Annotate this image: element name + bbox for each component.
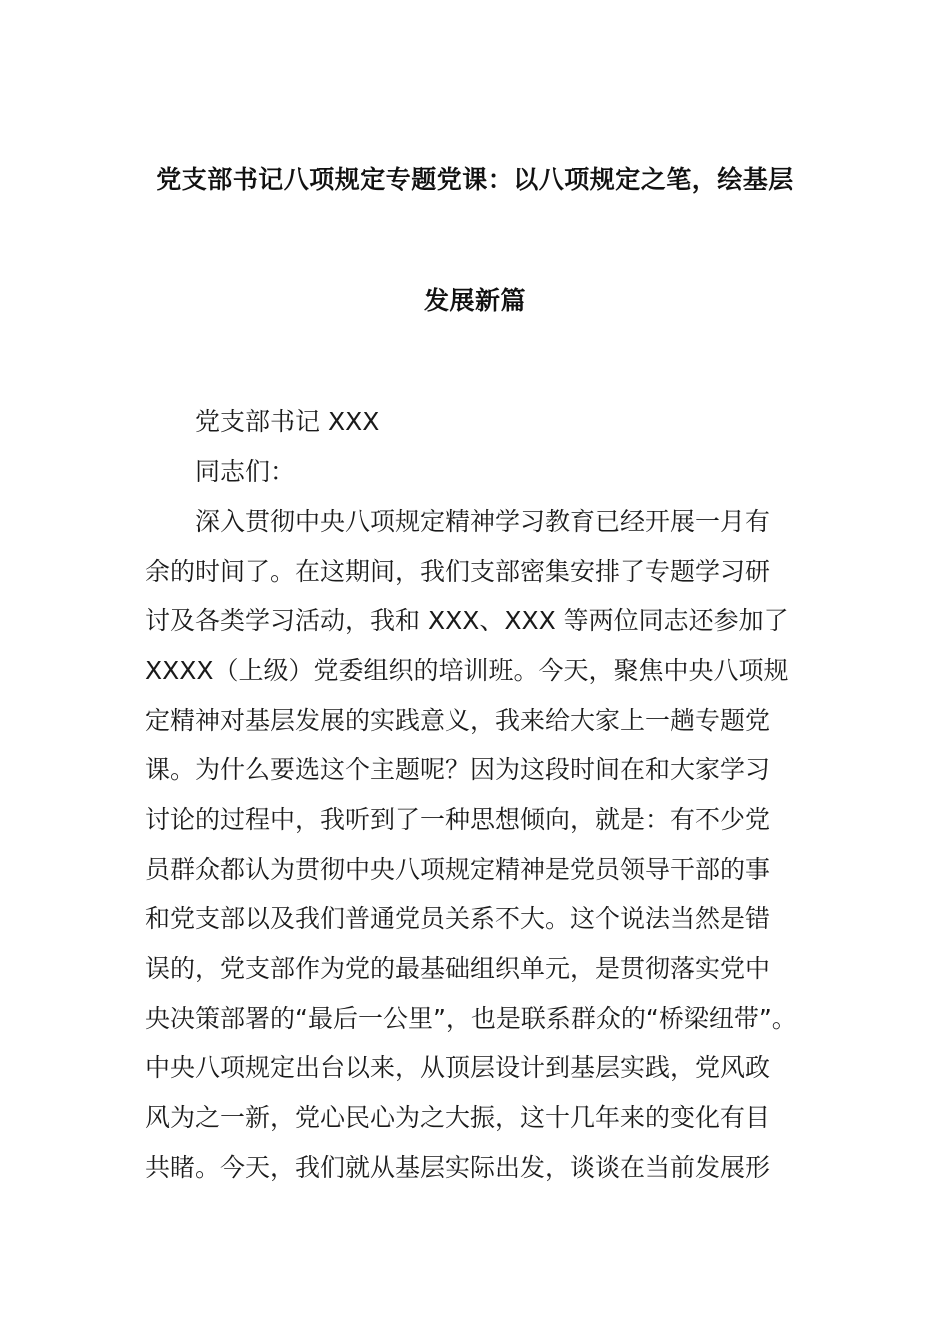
paragraph-line: 共睹。今天，我们就从基层实际出发，谈谈在当前发展形	[145, 1153, 771, 1182]
paragraph-line: 误的，党支部作为党的最基础组织单元，是贯彻落实党中	[145, 954, 771, 983]
paragraph-line: 讨及各类学习活动，我和 XXX、XXX 等两位同志还参加了	[145, 606, 789, 635]
paragraph-line: 余的时间了。在这期间，我们支部密集安排了专题学习研	[145, 557, 771, 586]
author-line: 党支部书记 XXX	[195, 407, 380, 436]
paragraph-line: 定精神对基层发展的实践意义，我来给大家上一趟专题党	[145, 706, 771, 735]
paragraph-line: 讨论的过程中，我听到了一种思想倾向，就是：有不少党	[145, 805, 771, 834]
paragraph-line: 员群众都认为贯彻中央八项规定精神是党员领导干部的事	[145, 855, 771, 884]
paragraph-line: 深入贯彻中央八项规定精神学习教育已经开展一月有	[195, 507, 771, 536]
salutation-line: 同志们：	[195, 457, 296, 486]
paragraph-line: 中央八项规定出台以来，从顶层设计到基层实践，党风政	[145, 1053, 771, 1082]
paragraph-line: 央决策部署的“最后一公里”，也是联系群众的“桥梁纽带”。	[145, 1004, 797, 1033]
paragraph-line: 和党支部以及我们普通党员关系不大。这个说法当然是错	[145, 904, 771, 933]
paragraph-line: XXXX（上级）党委组织的培训班。今天，聚焦中央八项规	[145, 656, 789, 685]
title-line-2: 发展新篇	[423, 286, 526, 315]
title-line-1: 党支部书记八项规定专题党课：以八项规定之笔，绘基层	[156, 165, 794, 194]
paragraph-line: 风为之一新，党心民心为之大振，这十几年来的变化有目	[145, 1103, 771, 1132]
paragraph-line: 课。为什么要选这个主题呢？因为这段时间在和大家学习	[145, 755, 771, 784]
